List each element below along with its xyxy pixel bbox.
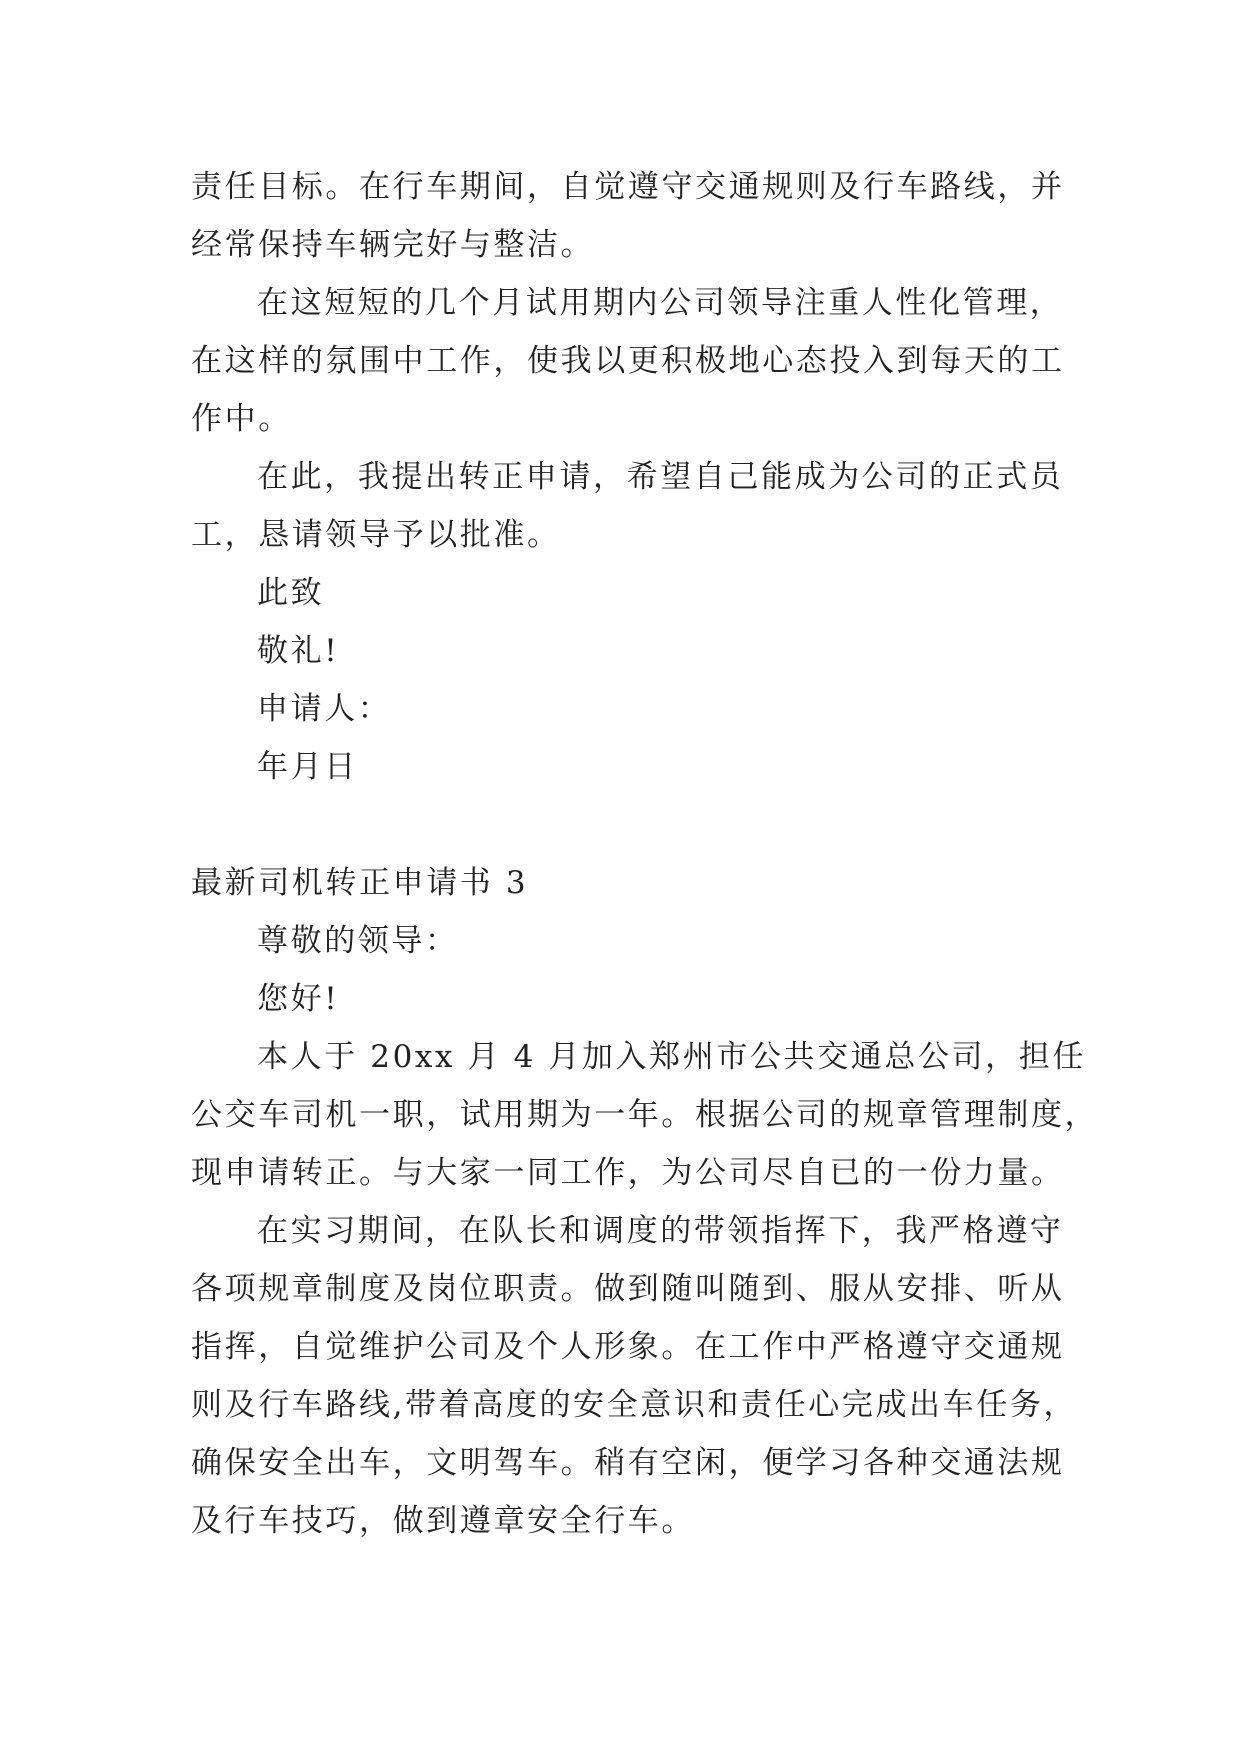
closing-salutation: 此致 [257,575,325,611]
paragraph-line: 公交车司机一职，试用期为一年。根据公司的规章管理制度， [191,1097,1099,1133]
paragraph-line: 经常保持车辆完好与整洁。 [191,227,595,263]
paragraph-line: 责任目标。在行车期间，自觉遵守交通规则及行车路线，并 [191,169,1065,205]
paragraph-line: 本人于 20xx 月 4 月加入郑州市公共交通总公司，担任 [257,1039,1086,1075]
date-label: 年月日 [257,749,358,785]
paragraph-line: 在实习期间，在队长和调度的带领指挥下，我严格遵守 [257,1213,1064,1249]
closing-regards: 敬礼! [257,633,340,669]
greeting-line: 尊敬的领导： [257,923,459,959]
paragraph-line: 及行车技巧，做到遵章安全行车。 [191,1503,695,1539]
document-body [191,158,1099,1550]
paragraph-line: 确保安全出车，文明驾车。稍有空闲，便学习各种交通法规 [191,1445,1065,1481]
paragraph-line: 在这样的氛围中工作，使我以更积极地心态投入到每天的工 [191,343,1065,379]
paragraph-line: 在这短短的几个月试用期内公司领导注重人性化管理， [257,285,1064,321]
paragraph-line: 则及行车路线,带着高度的安全意识和责任心完成出车任务， [191,1387,1078,1423]
paragraph-line: 在此，我提出转正申请，希望自己能成为公司的正式员 [257,459,1064,495]
section-title: 最新司机转正申请书 3 [191,865,529,901]
applicant-label: 申请人： [257,691,392,727]
paragraph-line: 指挥，自觉维护公司及个人形象。在工作中严格遵守交通规 [191,1329,1065,1365]
paragraph-line: 工，恳请领导予以批准。 [191,517,561,553]
paragraph-line: 各项规章制度及岗位职责。做到随叫随到、服从安排、听从 [191,1271,1065,1307]
section-gap [191,796,1057,854]
paragraph-line: 现申请转正。与大家一同工作，为公司尽自已的一份力量。 [191,1155,1065,1191]
greeting-line: 您好! [257,981,340,1017]
paragraph-line: 作中。 [191,401,292,437]
